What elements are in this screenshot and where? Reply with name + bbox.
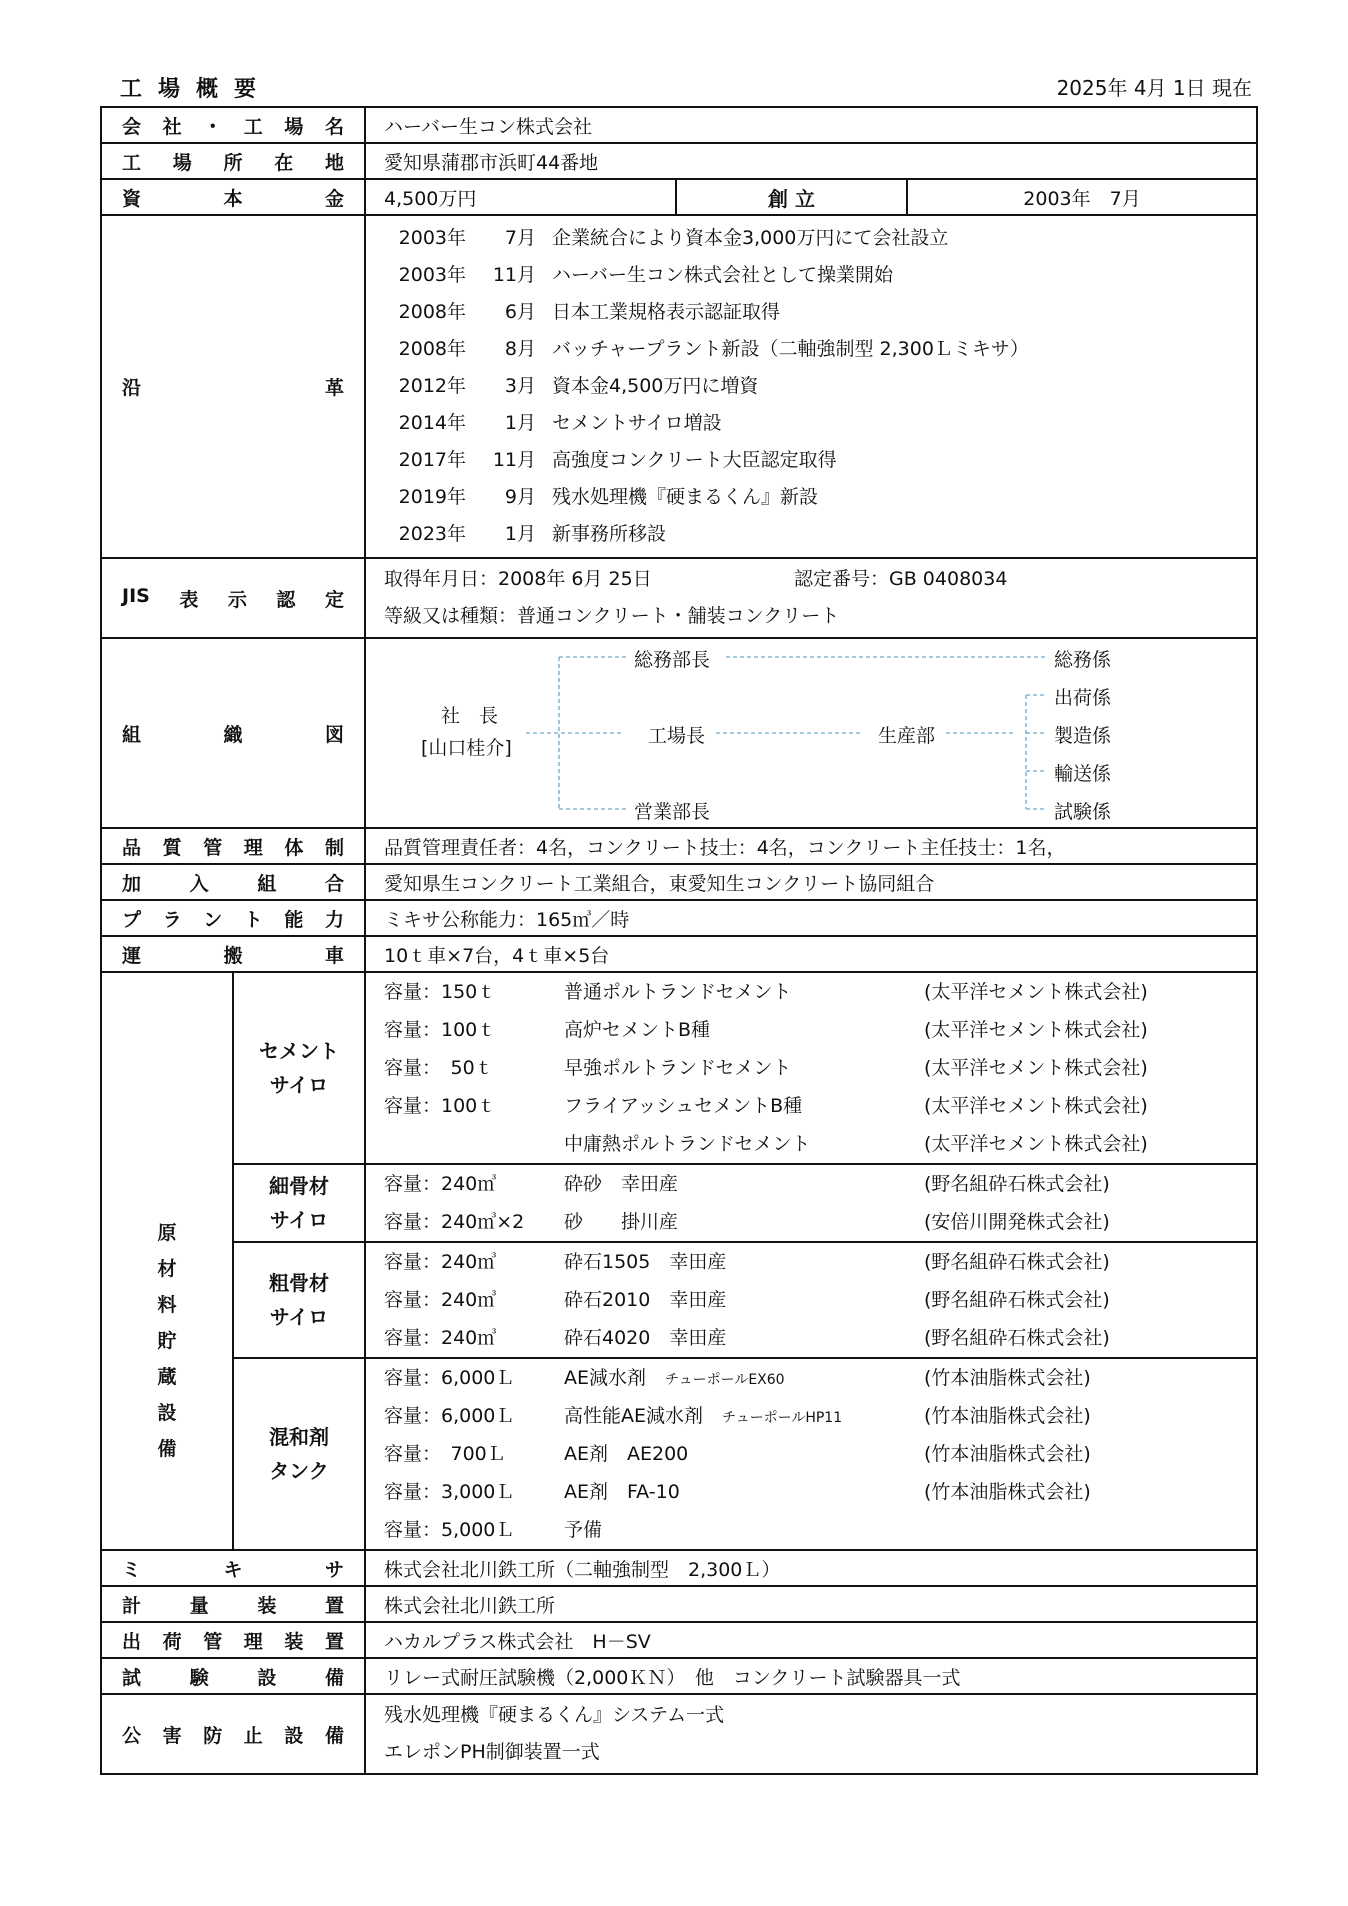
location-label: 工 場 所 在 地	[101, 143, 365, 179]
coarse-aggregate-silo-label: 粗骨材 サイロ	[233, 1242, 365, 1358]
list-item: 容量：6,000Ｌ 高性能AE減水剤 チューポールHP11 (竹本油脂株式会社)	[384, 1405, 1091, 1427]
jis-value	[365, 558, 1257, 638]
pollution-item: 残水処理機『硬まるくん』システム一式	[384, 1704, 725, 1726]
org-general-staff: 総務係	[1054, 649, 1112, 671]
cement-silo-label: セメント サイロ	[233, 972, 365, 1164]
plant-label: プ ラ ン ト 能 力	[101, 900, 365, 936]
quality-label: 品 質 管 理 体 制	[101, 828, 365, 864]
pollution-item: エレポンPH制御装置一式	[384, 1741, 600, 1763]
list-item: 容量：240㎥ 砕石4020 幸田産 (野名組砕石株式会社)	[384, 1327, 1110, 1349]
list-item: 容量：5,000Ｌ 予備	[384, 1519, 603, 1541]
meter-value: 株式会社北川鉄工所	[365, 1586, 1257, 1622]
capital-label: 資 本 金	[101, 179, 365, 215]
trucks-label: 運 搬 車	[101, 936, 365, 972]
list-item: 容量：240㎥×2 砂 掛川産 (安倍川開発株式会社)	[384, 1211, 1110, 1233]
mixer-value: 株式会社北川鉄工所（二軸強制型 2,300Ｌ）	[365, 1550, 1257, 1586]
company-label	[101, 107, 365, 143]
quality-value: 品質管理責任者：4名，コンクリート技士：4名，コンクリート主任技士：1名，	[365, 828, 1257, 864]
history-item: 2014年 1月 セメントサイロ増設	[398, 412, 722, 434]
jis-acquired: 取得年月日：2008年 6月 25日	[384, 568, 652, 590]
list-item: 容量：100ｔ フライアッシュセメントB種 (太平洋セメント株式会社)	[384, 1095, 1148, 1117]
list-item: 容量： 50ｔ 早強ポルトランドセメント (太平洋セメント株式会社)	[384, 1057, 1148, 1079]
page-title: 工場概要	[120, 77, 273, 102]
history-item: 2008年 8月 バッチャープラント新設（二軸強制型 2,300Ｌミキサ）	[398, 338, 1029, 360]
founded-label: 創 立	[676, 179, 907, 215]
org-manufacturing: 製造係	[1054, 725, 1112, 747]
trucks-value: 10ｔ車×7台，4ｔ車×5台	[365, 936, 1257, 972]
admixture-tank-label: 混和剤 タンク	[233, 1358, 365, 1550]
union-label: 加 入 組 合	[101, 864, 365, 900]
test-label: 試 験 設 備	[101, 1658, 365, 1694]
history-label: 沿 革	[101, 215, 365, 558]
org-label: 組 織 図	[101, 638, 365, 828]
org-factory-manager: 工場長	[648, 725, 706, 747]
list-item: 容量：3,000Ｌ AE剤 FA-10 (竹本油脂株式会社)	[384, 1481, 1091, 1503]
mixer-label: ミ キ サ	[101, 1550, 365, 1586]
history-item: 2023年 1月 新事務所移設	[398, 523, 667, 545]
org-production: 生産部	[878, 725, 936, 747]
jis-label: JIS 表 示 認 定	[101, 558, 365, 638]
list-item: 容量：240㎥ 砕石1505 幸田産 (野名組砕石株式会社)	[384, 1251, 1110, 1273]
org-president: 社 長	[441, 705, 499, 727]
history-item: 2008年 6月 日本工業規格表示認証取得	[398, 301, 781, 323]
org-president-name: [山口桂介]	[421, 737, 512, 759]
org-shipping: 出荷係	[1054, 687, 1112, 709]
org-chart	[365, 638, 1257, 828]
test-value: リレー式耐圧試験機（2,000ＫＮ） 他 コンクリート試験器具一式	[365, 1658, 1257, 1694]
org-transport: 輸送係	[1054, 763, 1112, 785]
shipping-control-value: ハカルプラス株式会社 H－SV	[365, 1622, 1257, 1658]
company-label-text: 会 社 ・ 工 場 名	[122, 115, 344, 138]
history-item: 2019年 9月 残水処理機『硬まるくん』新設	[398, 486, 819, 508]
list-item: 容量：6,000Ｌ AE減水剤 チューポールEX60 (竹本油脂株式会社)	[384, 1367, 1091, 1389]
list-item: 中庸熱ポルトランドセメント (太平洋セメント株式会社)	[564, 1133, 1148, 1155]
company-value: ハーバー生コン株式会社	[365, 107, 1257, 143]
list-item: 容量：240㎥ 砕砂 幸田産 (野名組砕石株式会社)	[384, 1173, 1110, 1195]
cement-silo-list	[365, 972, 1257, 1164]
org-sales-manager: 営業部長	[634, 801, 711, 823]
capital-value: 4,500万円	[365, 179, 676, 215]
jis-number: 認定番号：GB 0408034	[794, 568, 1008, 590]
pollution-value	[365, 1694, 1257, 1774]
history-item: 2012年 3月 資本金4,500万円に増資	[398, 375, 759, 397]
history-list	[365, 215, 1257, 558]
history-item: 2003年 7月 企業統合により資本金3,000万円にて会社設立	[398, 227, 949, 249]
plant-value: ミキサ公称能力：165㎥／時	[365, 900, 1257, 936]
jis-grade: 等級又は種類：普通コンクリート・舗装コンクリート	[384, 605, 840, 627]
storage-label: 原 材 料 貯 蔵 設 備	[101, 972, 233, 1550]
history-item: 2003年 11月 ハーバー生コン株式会社として操業開始	[398, 264, 894, 286]
union-value: 愛知県生コンクリート工業組合，東愛知生コンクリート協同組合	[365, 864, 1257, 900]
location-value: 愛知県蒲郡市浜町44番地	[365, 143, 1257, 179]
history-item: 2017年 11月 高強度コンクリート大臣認定取得	[398, 449, 837, 471]
meter-label: 計 量 装 置	[101, 1586, 365, 1622]
list-item: 容量：240㎥ 砕石2010 幸田産 (野名組砕石株式会社)	[384, 1289, 1110, 1311]
org-testing: 試験係	[1054, 801, 1112, 823]
fine-aggregate-list	[365, 1164, 1257, 1242]
factory-overview-table	[100, 106, 1258, 1775]
coarse-aggregate-list	[365, 1242, 1257, 1358]
admixture-tank-list	[365, 1358, 1257, 1550]
as-of-date: 2025年 4月 1日 現在	[1056, 76, 1252, 100]
org-general-manager: 総務部長	[634, 649, 711, 671]
pollution-label: 公 害 防 止 設 備	[101, 1694, 365, 1774]
list-item: 容量：100ｔ 高炉セメントB種 (太平洋セメント株式会社)	[384, 1019, 1148, 1041]
list-item: 容量： 700Ｌ AE剤 AE200 (竹本油脂株式会社)	[384, 1443, 1091, 1465]
fine-aggregate-silo-label: 細骨材 サイロ	[233, 1164, 365, 1242]
founded-value: 2003年 7月	[907, 179, 1257, 215]
list-item: 容量：150ｔ 普通ポルトランドセメント (太平洋セメント株式会社)	[384, 981, 1148, 1003]
shipping-control-label: 出 荷 管 理 装 置	[101, 1622, 365, 1658]
